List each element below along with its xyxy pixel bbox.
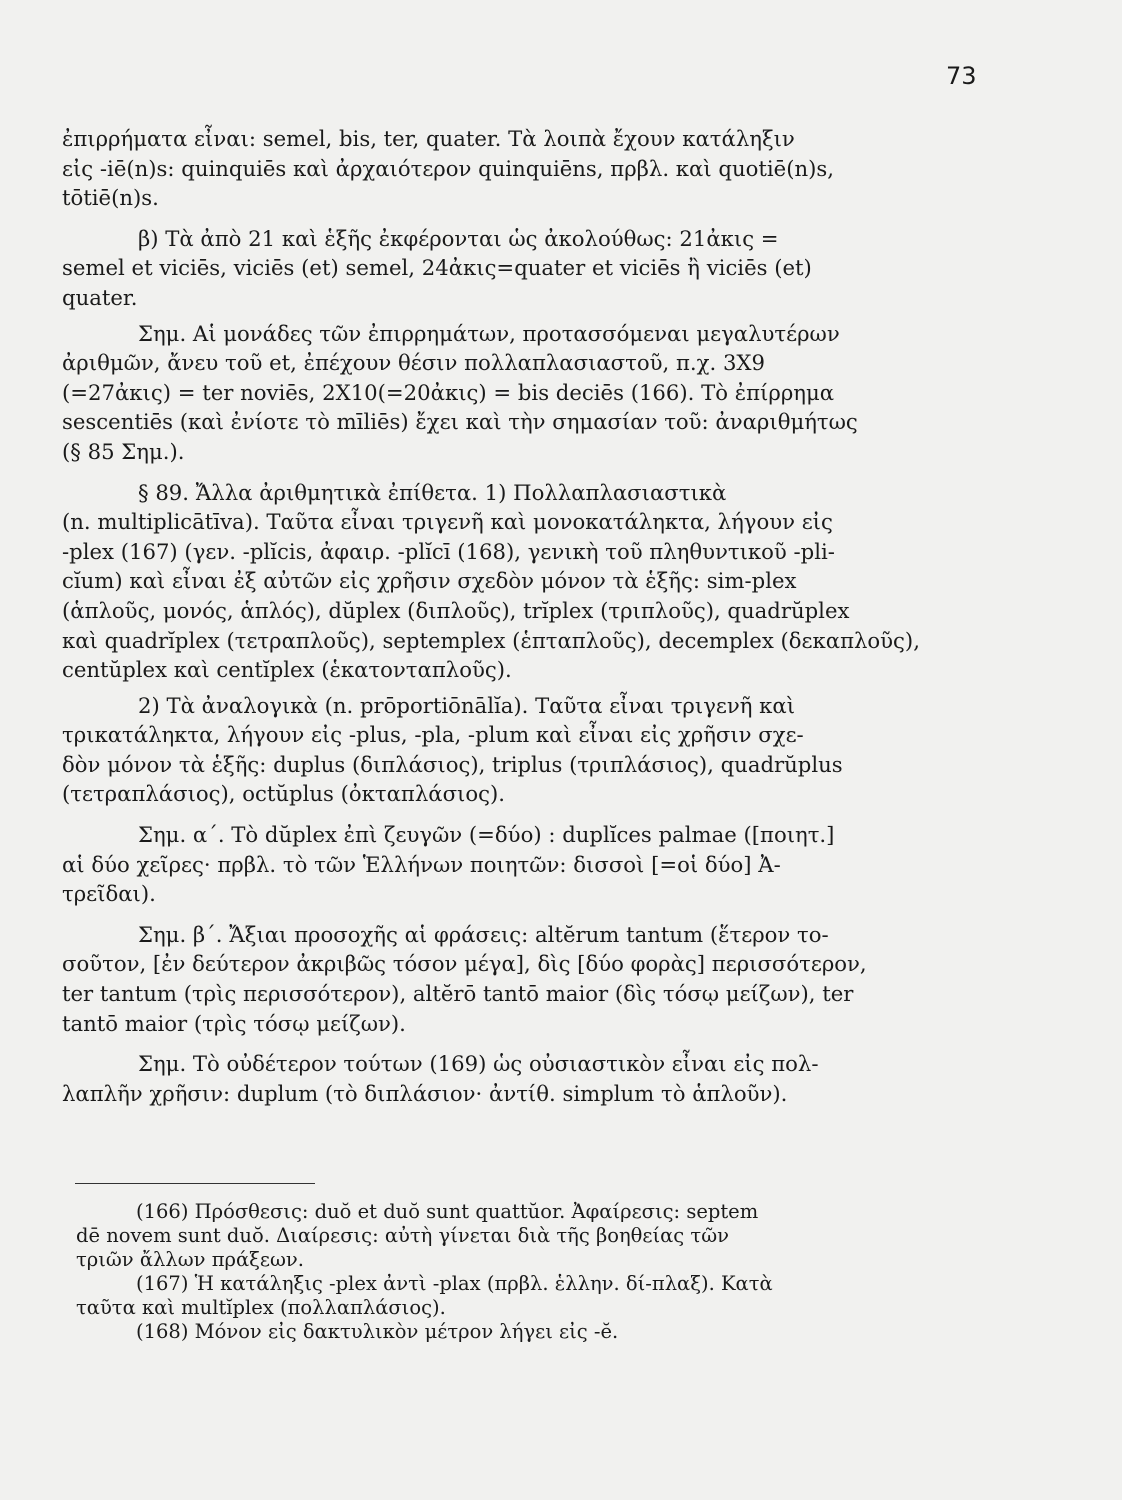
text-line: (§ 85 Σημ.). xyxy=(62,438,185,464)
text-line: (=27ἀκις) = ter noviēs, 2X10(=20ἀκις) = bis deciēs (166). Τὸ ἐπίρρημα xyxy=(62,379,835,405)
text-line: αἱ δύο χεῖρες· πρβλ. τὸ τῶν Ἑλλήνων ποιητῶν: δισσοὶ [=οἱ δύο] Ἀ- xyxy=(62,851,781,877)
footnote-line: τριῶν ἄλλων πράξεων. xyxy=(76,1248,304,1271)
text-line: ter tantum (τρὶς περισσότερον), altĕrō tantō maior (δὶς τόσῳ μείζων), ter xyxy=(62,981,854,1007)
footnote-line: (167) Ἡ κατάληξις -plex ἀντὶ -plax (πρβλ. ἑλλην. δί-πλαξ). Κατὰ xyxy=(136,1272,773,1295)
footnote-line: dē novem sunt duŏ. Διαίρεσις: αὐτὴ γίνεται διὰ τῆς βοηθείας τῶν xyxy=(76,1224,729,1247)
main-text xyxy=(62,124,980,1108)
text-line: Σημ. β΄. Ἄξιαι προσοχῆς αἱ φράσεις: altĕrum tantum (ἕτερον το- xyxy=(138,921,829,947)
text-line: Σημ. Τὸ οὐδέτερον τούτων (169) ὡς οὐσιαστικὸν εἶναι εἰς πολ- xyxy=(138,1051,819,1077)
text-line: (τετραπλάσιος), octŭplus (ὀκταπλάσιος). xyxy=(62,781,505,807)
text-line: semel et viciēs, viciēs (et) semel, 24ἀκις=quater et viciēs ἢ viciēs (et) xyxy=(62,255,812,281)
text-line: (n. multiplicātīva). Ταῦτα εἶναι τριγενῆ καὶ μονοκατάληκτα, λήγουν εἰς xyxy=(62,509,833,535)
footnote-rule xyxy=(75,1183,315,1184)
text-line: τρεῖδαι). xyxy=(62,881,156,907)
text-line: (ἁπλοῦς, μονός, ἁπλός), dŭplex (διπλοῦς), trĭplex (τριπλοῦς), quadrŭplex xyxy=(62,597,850,623)
text-line: cĭum) καὶ εἶναι ἐξ αὐτῶν εἰς χρῆσιν σχεδὸν μόνον τὰ ἑξῆς: sim-plex xyxy=(62,568,797,594)
text-line: β) Τὰ ἀπὸ 21 καὶ ἑξῆς ἐκφέρονται ὡς ἀκολούθως: 21ἀκις = xyxy=(138,225,779,251)
text-line: δὸν μόνον τὰ ἑξῆς: duplus (διπλάσιος), triplus (τριπλάσιος), quadrŭplus xyxy=(62,751,843,777)
footnote-line: (168) Μόνον εἰς δακτυλικὸν μέτρον λήγει εἰς -ĕ. xyxy=(136,1320,619,1343)
text-line: καὶ quadrĭplex (τετραπλοῦς), septemplex (ἑπταπλοῦς), decemplex (δεκαπλοῦς), xyxy=(62,627,920,653)
text-line: quater. xyxy=(62,284,138,310)
text-line: Σημ. Αἱ μονάδες τῶν ἐπιρρημάτων, προτασσόμεναι μεγαλυτέρων xyxy=(138,320,840,346)
text-line: -plex (167) (γεν. -plĭcis, ἀφαιρ. -plĭcī (168), γενικὴ τοῦ πληθυντικοῦ -pli- xyxy=(62,538,835,564)
text-line: sescentiēs (καὶ ἐνίοτε τὸ mīliēs) ἔχει καὶ τὴν σημασίαν τοῦ: ἀναριθμήτως xyxy=(62,409,858,435)
text-line: εἰς -iē(n)s: quinquiēs καὶ ἀρχαιότερον quinquiēns, πρβλ. καὶ quotiē(n)s, xyxy=(62,155,834,181)
text-line: centŭplex καὶ centĭplex (ἑκατονταπλοῦς). xyxy=(62,657,512,683)
text-line: 2) Τὰ ἀναλογικὰ (n. prōportiōnālĭa). Ταῦτα εἶναι τριγενῆ καὶ xyxy=(138,692,795,718)
text-line: ἐπιρρήματα εἶναι: semel, bis, ter, quater. Τὰ λοιπὰ ἔχουν κατάληξιν xyxy=(62,126,795,151)
footnote-line: ταῦτα καὶ multĭplex (πολλαπλάσιος). xyxy=(76,1296,446,1319)
text-line: Σημ. α΄. Τὸ dŭplex ἐπὶ ζευγῶν (=δύο) : duplĭces palmae ([ποιητ.] xyxy=(138,822,835,848)
text-line: tōtiē(n)s. xyxy=(62,185,159,211)
text-line: ἀριθμῶν, ἄνευ τοῦ et, ἐπέχουν θέσιν πολλαπλασιαστοῦ, π.χ. 3X9 xyxy=(62,350,765,376)
footnote-line: (166) Πρόσθεσις: duŏ et duŏ sunt quattŭor. Ἀφαίρεσις: septem xyxy=(136,1200,759,1223)
page-number: 73 xyxy=(946,62,977,90)
footnotes xyxy=(76,1200,986,1344)
text-line: τρικατάληκτα, λήγουν εἰς -plus, -pla, -plum καὶ εἶναι εἰς χρῆσιν σχε- xyxy=(62,722,804,748)
text-line: § 89. Ἄλλα ἀριθμητικὰ ἐπίθετα. 1) Πολλαπλασιαστικὰ xyxy=(138,479,727,505)
text-line: σοῦτον, [ἐν δεύτερον ἀκριβῶς τόσον μέγα], δὶς [δύο φορὰς] περισσότερον, xyxy=(62,951,867,977)
text-line: tantō maior (τρὶς τόσῳ μείζων). xyxy=(62,1010,406,1036)
text-line: λαπλῆν χρῆσιν: duplum (τὸ διπλάσιον· ἀντίθ. simplum τὸ ἁπλοῦν). xyxy=(62,1080,788,1106)
